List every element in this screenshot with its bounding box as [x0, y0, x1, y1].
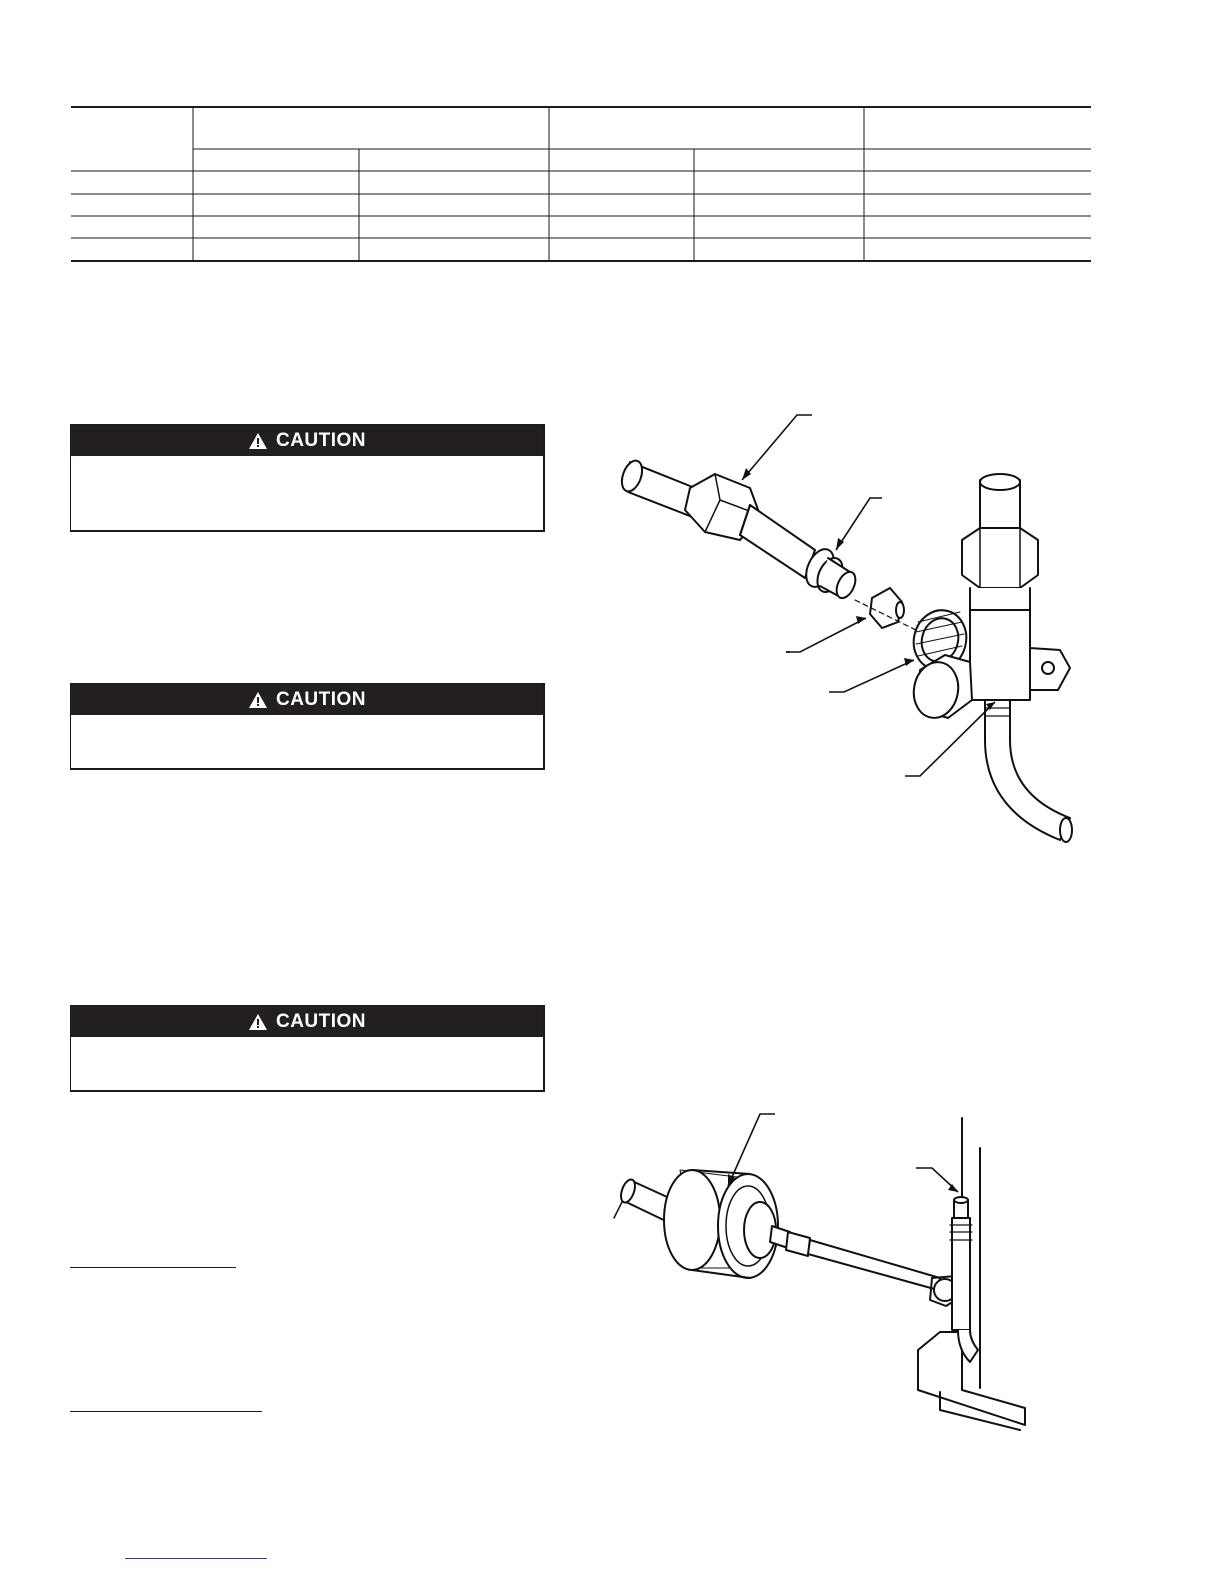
warning-triangle-icon	[248, 1013, 268, 1031]
warning-triangle-icon	[248, 691, 268, 709]
warning-triangle-icon	[248, 432, 268, 450]
service-valve-figure	[600, 400, 1100, 870]
caution-box-1	[70, 424, 545, 532]
service-valve-illustration	[600, 400, 1100, 870]
spec-table-grid	[71, 106, 1091, 262]
caution-header	[71, 1006, 543, 1037]
caution-box-2	[70, 683, 545, 770]
filter-drier-figure	[600, 1100, 1070, 1440]
caution-title: CAUTION	[275, 1010, 367, 1032]
caution-header	[71, 684, 543, 715]
caution-body	[71, 1037, 543, 1091]
section-heading-underline	[70, 1267, 236, 1268]
caution-header	[71, 425, 543, 456]
caution-box-3	[70, 1005, 545, 1092]
filter-drier-illustration	[600, 1100, 1070, 1440]
caution-body	[71, 715, 543, 769]
spec-table	[71, 106, 1091, 262]
footer-link-underline[interactable]	[125, 1558, 267, 1559]
section-heading-underline	[70, 1411, 262, 1412]
caution-body	[71, 456, 543, 531]
caution-title: CAUTION	[275, 429, 367, 451]
caution-title: CAUTION	[275, 688, 367, 710]
